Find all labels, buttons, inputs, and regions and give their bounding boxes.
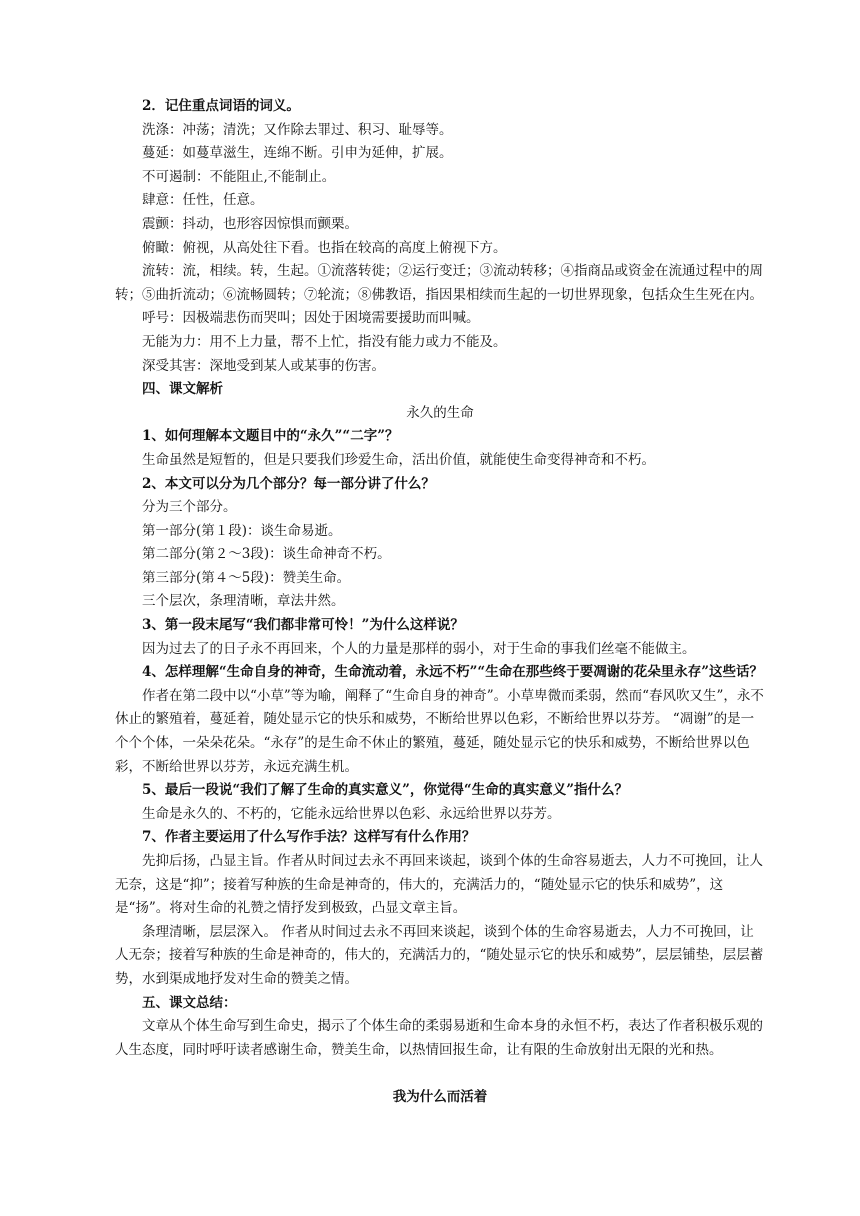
summary-text: 文章从个体生命写到生命史，揭示了个体生命的柔弱易逝和生命本身的永恒不朽，表达了作者积极乐观的人生态度，同时呼吁读者感谢生命，赞美生命，以热情回报生命，让有限的生命放射出无限的光和热。: [115, 1018, 763, 1058]
document-body: [115, 95, 765, 1110]
answer: 三个层次，条理清晰，章法井然。: [142, 593, 345, 610]
vocab-item: 震颤：抖动，也形容因惊惧而颤栗。: [142, 215, 358, 232]
question: 5、最后一段说“我们了解了生命的真实意义”，你觉得“生命的真实意义”指什么？: [142, 782, 628, 799]
vocab-item: 深受其害：深地受到某人或某事的伤害。: [142, 357, 385, 374]
question: 4、怎样理解“生命自身的神奇，生命流动着，永远不朽”“生命在那些终于要凋谢的花朵里永存”这些话？: [142, 664, 763, 681]
answer: 第二部分(第２～3段)：谈生命神奇不朽。: [142, 546, 391, 563]
next-text-title: 我为什么而活着: [392, 1089, 488, 1106]
answer: 生命虽然是短暂的，但是只要我们珍爱生命，活出价值，就能使生命变得神奇和不朽。: [142, 451, 655, 468]
question: 3、第一段末尾写“我们都非常可怜！”为什么这样说？: [142, 617, 464, 634]
vocab-item: 呼号：因极端悲伤而哭叫；因处于困境需要援助而叫喊。: [142, 310, 480, 327]
answer: 作者在第二段中以“小草”等为喻，阐释了“生命自身的神奇”。小草卑微而柔弱，然而“春风吹又生”，永不休止的繁殖着，蔓延着，随处显示它的快乐和威势，不断给世界以色彩，不断给世界以芬芳。 “凋谢”的是一个个个体，一朵朵花朵。“永存”的是生命不休止的繁殖，蔓延，随处显示它的快乐和威势，不断给世界以色彩，不断给世界以芬芳，永远充满生机。: [115, 687, 764, 775]
question: 2、本文可以分为几个部分？每一部分讲了什么？: [142, 475, 435, 492]
answer: 第三部分(第４～5段)：赞美生命。: [142, 569, 351, 586]
vocab-item: 不可遏制：不能阻止,不能制止。: [142, 168, 336, 185]
text-title: 永久的生命: [406, 404, 474, 421]
answer: 因为过去了的日子永不再回来，个人的力量是那样的弱小，对于生命的事我们丝毫不能做主。: [142, 640, 696, 657]
vocab-item: 俯瞰：俯视，从高处往下看。也指在较高的高度上俯视下方。: [142, 239, 507, 256]
vocab-item: 流转：流，相续。转，生起。①流落转徙；②运行变迁；③流动转移；④指商品或资金在流通过程中的周转；⑤曲折流动；⑥流畅圆转；⑦轮流；⑧佛教语，指因果相续而生起的一切世界现象，包括众生生死在内。: [115, 263, 763, 303]
vocab-heading: 2．记住重点词语的词义。: [142, 98, 300, 114]
section-heading: 四、课文解析: [142, 381, 223, 398]
answer: 条理清晰，层层深入。 作者从时间过去永不再回来谈起，谈到个体的生命容易逝去，人力不可挽回，让人无奈；接着写种族的生命是神奇的，伟大的，充满活力的，“随处显示它的快乐和威势”，层层铺垫，层层蓄势，水到渠成地抒发对生命的赞美之情。: [115, 923, 764, 987]
vocab-item: 肆意：任性，任意。: [142, 192, 264, 209]
answer: 先抑后扬，凸显主旨。作者从时间过去永不再回来谈起，谈到个体的生命容易逝去，人力不可挽回，让人无奈，这是“抑”；接着写种族的生命是神奇的，伟大的，充满活力的，“随处显示它的快乐和威势”，这是“扬”。将对生命的礼赞之情抒发到极致，凸显文章主旨。: [115, 853, 763, 917]
vocab-item: 蔓延：如蔓草滋生，连绵不断。引申为延伸，扩展。: [142, 145, 453, 162]
answer: 生命是永久的、不朽的，它能永远给世界以色彩、永远给世界以芬芳。: [142, 805, 561, 822]
answer: 第一部分(第１段)：谈生命易逝。: [142, 522, 342, 539]
vocab-item: 无能为力：用不上力量，帮不上忙，指没有能力或力不能及。: [142, 333, 507, 350]
section-heading: 五、课文总结：: [142, 994, 237, 1011]
vocab-item: 洗涤：冲荡；清洗；又作除去罪过、积习、耻辱等。: [142, 121, 453, 138]
question: 1、如何理解本文题目中的“永久”“二字”？: [142, 428, 399, 445]
answer: 分为三个部分。: [142, 499, 237, 516]
question: 7、作者主要运用了什么写作手法？这样写有什么作用？: [142, 829, 476, 846]
